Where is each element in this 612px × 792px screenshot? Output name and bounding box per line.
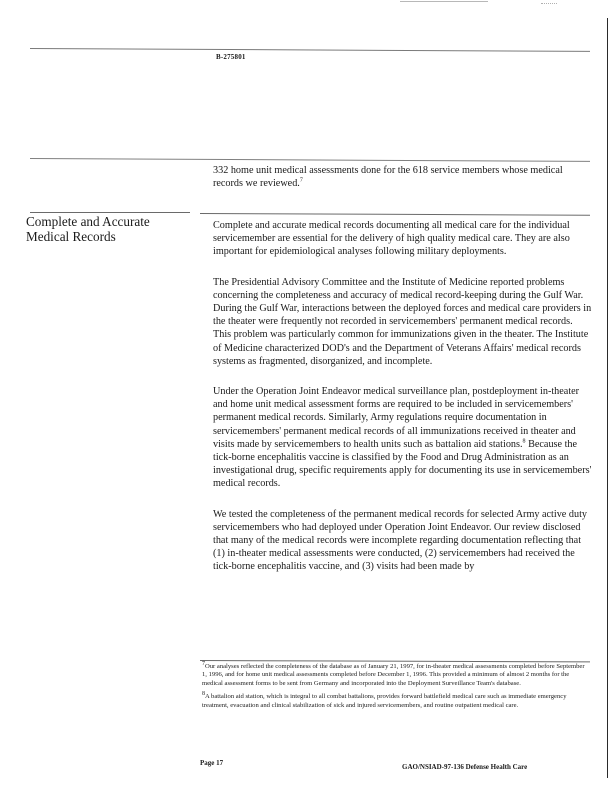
section-heading-line-1: Complete and Accurate <box>26 214 150 229</box>
paragraph-4: We tested the completeness of the permanent medical records for selected Army active duty servicemembers who had deployed under Operation Joint Endeavor. Our review disclosed that many of the medical records were incomplete regarding documentation reflecting that (1) in-theater medical assessments were conducted, (2) servicemembers had received the tick-borne encephalitis vaccine, and (3) visits had been made by <box>213 508 587 573</box>
scan-artifact-line <box>400 1 488 2</box>
section-heading <box>26 214 196 244</box>
scan-artifact-dots <box>541 3 557 5</box>
footnote-marker: 8 <box>202 691 205 698</box>
paragraph-2-text-b: 's and the Department of Veterans Affairs' medical records systems as fragmented, disorganized, and incomplete. <box>213 342 581 367</box>
footnote-7 <box>202 660 587 688</box>
footnote-separator <box>200 660 590 662</box>
section-body-rule <box>200 213 590 216</box>
paragraph-2 <box>213 276 593 368</box>
footnote-ref-7: 7 <box>299 177 303 184</box>
section-heading-line-2: Medical Records <box>26 229 116 244</box>
carryover-text: 332 home unit medical assessments done for the 618 service members whose medical records we reviewed. <box>213 165 563 189</box>
abbrev-dod: DOD <box>321 342 344 354</box>
document-id: B-275801 <box>216 53 246 61</box>
footnote-text: Our analyses reflected the completeness of the database as of January 21, 1997, for in-theater medical assessments completed before September 1, 1996, and for home unit medical assessments completed before December 1, 1996. This provided a minimum of almost 2 months for the medical assessment forms to be sent from Germany and incorporated into the Deployment Surveillance Team's database. <box>202 663 585 687</box>
continuation-rule <box>30 158 590 162</box>
carryover-paragraph <box>213 164 593 190</box>
report-identifier: GAO/NSIAD-97-136 Defense Health Care <box>402 763 528 771</box>
footnote-ref-8: 8 <box>522 438 526 445</box>
page-edge-border <box>607 18 608 778</box>
paragraph-3-text-b: Because the tick-borne encephalitis vaccine is classified by the Food and Drug Administration as an investigational drug, specific requirements apply for documenting its use in servicemembers' medical records. <box>213 438 592 490</box>
footnotes <box>202 660 587 715</box>
paragraph-2-text-a: The Presidential Advisory Committee and the Institute of Medicine reported problems concerning the completeness and accuracy of medical record-keeping during the Gulf War. During the Gulf War, interactions between the deployed forces and medical care providers in the theater were frequently not recorded in servicemembers' permanent medical records. This problem was particularly common for immunizations given in the theater. The Institute of Medicine characterized <box>213 276 592 354</box>
footnote-8 <box>202 693 587 710</box>
footnote-marker: 7 <box>202 660 205 667</box>
paragraph-3-text-a: Under the Operation Joint Endeavor medical surveillance plan, postdeployment in-theater and home unit medical assessment forms are required to be included in servicemembers' permanent medical records. Similarly, Army regulations require documentation in servicemembers' permanent medical records of all immunizations received in theater and visits made by servicemembers to health units such as battalion aid stations. <box>213 386 580 450</box>
section-heading-rule <box>30 212 190 213</box>
paragraph-3 <box>213 385 593 491</box>
page-number: Page 17 <box>200 759 224 767</box>
section-body <box>213 219 593 591</box>
header-rule <box>30 48 590 52</box>
footnote-text: A battalion aid station, which is integral to all combat battalions, provides forward battlefield medical care such as immediate emergency treatment, evacuation and clinical stabilization of sick and injured servicemembers, and routine outpatient medical care. <box>202 693 567 709</box>
paragraph-1: Complete and accurate medical records documenting all medical care for the individual servicemember are essential for the delivery of high quality medical care. They are also important for epidemiological analyses following military deployments. <box>213 220 570 258</box>
